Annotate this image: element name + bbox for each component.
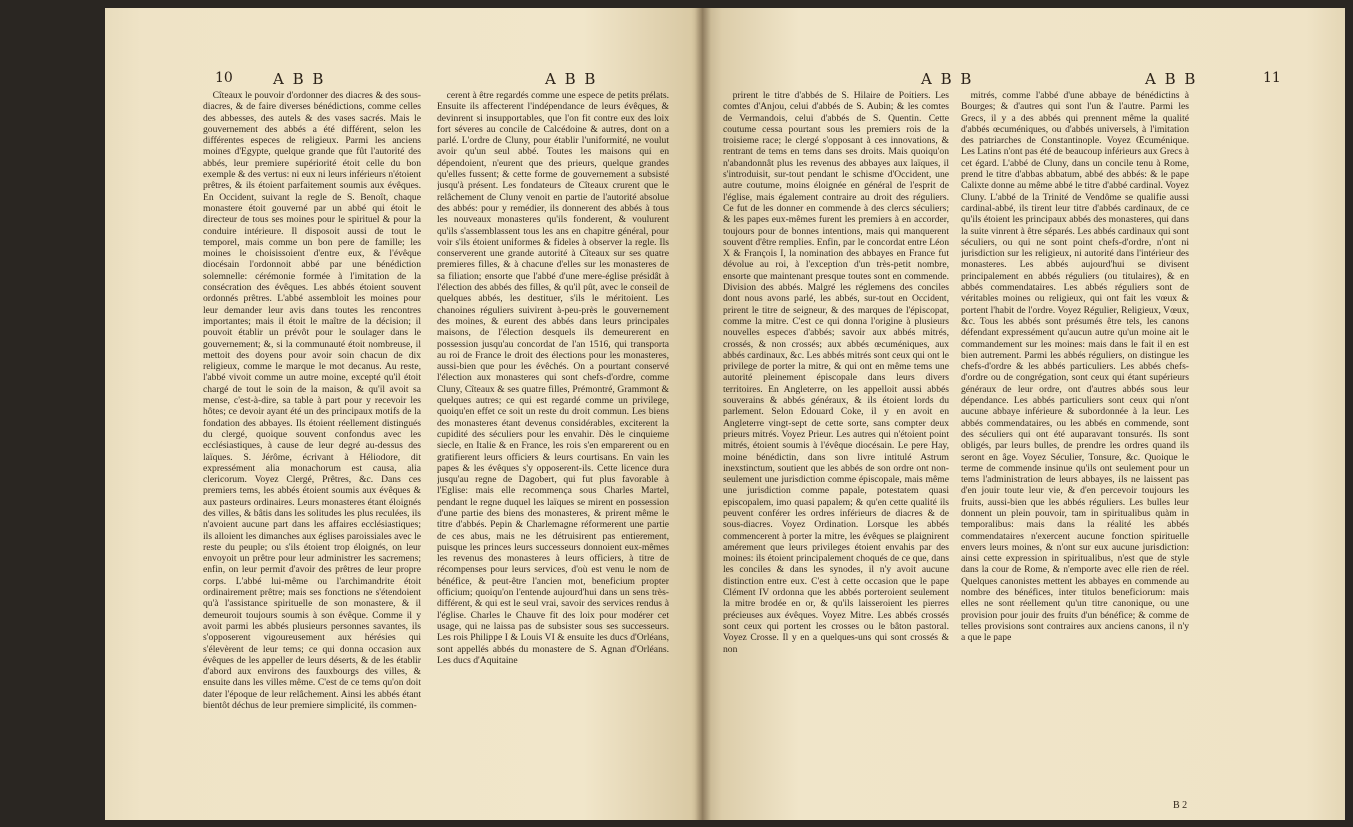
open-book — [105, 8, 1345, 820]
text-column-2 — [437, 90, 669, 790]
column-text: cerent à être regardés comme une espece de petits prélats. Ensuite ils affecterent l'indépendance de leurs évêques, & devinrent si insupportables, que l'on fit contre eux des loix fort séveres au concile de Calcédoine & autres, dont on a parlé. L'ordre de Cluny, pour établir l'uniformité, ne voulut avoir qu'un seul abbé. Toutes les maisons qui en dépendoient, n'eurent que des prieurs, quelque grandes qu'elles fussent; & cette forme de gouvernement a subsisté jusqu'à présent. Les fondateurs de Cîteaux crurent que le relâchement de Cluny venoit en partie de l'autorité absolue des abbés: pour y remédier, ils donnerent des abbés à tous les nouveaux monasteres qu'ils fonderent, & voulurent qu'ils s'assemblassent tous les ans en chapitre général, pour voir s'ils étoient uniformes & fideles à observer la regle. Ils conserverent une grande autorité à Cîteaux sur ses quatre premieres filles, & à chacune d'elles sur les monasteres de sa filiation; ensorte que l'abbé d'une mere-église présidât à l'élection des abbés des filles, & qu'il pût, avec le conseil de quelques abbés, les destituer, s'ils le méritoient. Les chanoines réguliers suivirent à-peu-près le gouvernement des moines, & eurent des abbés dans leurs principales maisons, de l'élection desquels ils demeurerent en possession jusqu'au concordat de l'an 1516, qui transporta au roi de France le droit des élections pour les monasteres, aussi-bien que pour les évêchés. On a pourtant conservé l'élection aux monasteres qui sont chefs-d'ordre, comme Cluny, Cîteaux & ses quatre filles, Prémontré, Grammont & quelques autres; ce qui est regardé comme un privilege, quoiqu'en effet ce soit un reste du droit commun. Les biens des monasteres étant devenus considérables, exciterent la cupidité des séculiers pour les envahir. Dès le cinquieme siecle, en Italie & en France, les rois s'en emparerent ou en gratifierent leurs officiers & leurs courtisans. En vain les papes & les évêques s'y opposerent-ils. Cette licence dura jusqu'au regne de Dagobert, qui fut plus favorable à l'Eglise: mais elle recommença sous Charles Martel, pendant le regne duquel les laïques se mirent en possession d'une partie des biens des monasteres, & prirent même le titre d'abbés. Pepin & Charlemagne réformerent une partie de ces abus, mais ne les détruisirent pas entierement, puisque les princes leurs successeurs donnoient eux-mêmes les revenus des monasteres à leurs officiers, à titre de récompenses pour leurs services, d'où est venu le nom de bénéfice, & peut-être l'ancien mot, beneficium propter officium; quoiqu'on l'entende aujourd'hui dans un sens très-différent, & qui est le seul vrai, savoir des services rendus à l'église. Charles le Chauve fit des loix pour modérer cet usage, qui ne laissa pas de subsister sous ses successeurs. Les rois Philippe I & Louis VI & ensuite les ducs d'Orléans, sont appellés abbés du monastere de S. Agnan d'Orléans. Les ducs d'Aquitaine — [437, 90, 669, 666]
book-gutter — [695, 8, 711, 820]
right-page — [703, 8, 1345, 820]
left-page — [105, 8, 703, 820]
column-text: prirent le titre d'abbés de S. Hilaire de Poitiers. Les comtes d'Anjou, celui d'abbés de S. Aubin; & les comtes de Vermandois, celui d'abbés de S. Quentin. Cette coutume cessa pourtant sous les premiers rois de la troisieme race; le clergé s'opposant à ces innovations, & rentrant de tems en tems dans ses droits. Mais quoiqu'on n'abandonnât plus les revenus des abbayes aux laïques, il s'introduisit, sur-tout pendant le schisme d'Occident, une autre coutume, moins éloignée en général de l'esprit de l'église, mais également contraire au droit des réguliers. Ce fut de les donner en commende à des clercs séculiers; & les papes eux-mêmes furent les premiers à en accorder, toujours pour de bonnes intentions, mais qui manquerent souvent d'être remplies. Enfin, par le concordat entre Léon X & François I, la nomination des abbayes en France fut dévolue au roi, à l'exception d'un très-petit nombre, ensorte que maintenant presque toutes sont en commende. Division des abbés. Malgré les réglemens des conciles dont nous avons parlé, les abbés, sur-tout en Occident, prirent le titre de seigneur, & des marques de l'épiscopat, comme la mitre. C'est ce qui donna l'origine à plusieurs nouvelles especes d'abbés; savoir aux abbés mitrés, crossés, & non crossés; aux abbés œcuméniques, aux abbés cardinaux, &c. Les abbés mitrés sont ceux qui ont le privilege de porter la mitre, & qui ont en même tems une autorité pleinement épiscopale dans leurs divers territoires. En Angleterre, on les appelloit aussi abbés souverains & abbés généraux, & ils étoient lords du parlement. Selon Edouard Coke, il y en avoit en Angleterre vingt-sept de cette sorte, sans compter deux prieurs mitrés. Voyez Prieur. Les autres qui n'étoient point mitrés, étoient soumis à l'évêque diocésain. Le pere Hay, moine bénédictin, dans son livre intitulé Astrum inexstinctum, soutient que les abbés de son ordre ont non-seulement une jurisdiction comme épiscopale, mais même une jurisdiction comme papale, potestatem quasi episcopalem, imo quasi papalem; & qu'en cette qualité ils peuvent conférer les ordres inférieurs de diacres & de sous-diacres. Voyez Ordination. Lorsque les abbés commencerent à porter la mitre, les évêques se plaignirent amérement que leurs privileges étoient envahis par des moines: ils étoient principalement choqués de ce que, dans les conciles & dans les synodes, il n'y avoit aucune distinction entre eux. C'est à cette occasion que le pape Clément IV ordonna que les abbés porteroient seulement la mitre brodée en or, & qu'ils laisseroient les pierres précieuses aux évêques. Voyez Mitre. Les abbés crossés sont ceux qui portent les crosses ou le bâton pastoral. Voyez Crosse. Il y en a quelques-uns qui sont crossés & non — [723, 90, 949, 655]
running-header-right: A B B — [1145, 70, 1198, 88]
page-number-right: 11 — [1263, 70, 1281, 86]
text-column-3 — [723, 90, 949, 790]
column-text: Cîteaux le pouvoir d'ordonner des diacres & des sous-diacres, & de faire diverses bénédictions, comme celles des abbesses, des autels & des vases sacrés. Mais le gouvernement des abbés a été différent, selon les différentes especes de religieux. Parmi les anciens moines d'Egypte, quelque grande que fût l'autorité des abbés, leur premiere supériorité étoit celle du bon exemple & des vertus: ni eux ni leurs inférieurs n'étoient prêtres, & ils étoient parfaitement soumis aux évêques. En Occident, suivant la regle de S. Benoît, chaque monastere étoit gouverné par un abbé qui étoit le directeur de tous ses moines pour le spirituel & pour la conduire intérieure. Il disposoit aussi de tout le temporel, mais comme un bon pere de famille; les moines le choisissoient d'entre eux, & l'évêque diocésain l'ordonnoit abbé par une bénédiction solemnelle: cérémonie formée à l'imitation de la consécration des évêques. Les abbés étoient souvent ordonnés prêtres. L'abbé assembloit les moines pour leur demander leur avis dans toutes les rencontres importantes; mais il étoit le maître de la décision; il pouvoit établir un prévôt pour le soulager dans le gouvernement; &, si la communauté étoit nombreuse, il mettoit des doyens pour avoir soin chacun de dix religieux, comme le marque le mot decanus. Au reste, l'abbé vivoit comme un autre moine, excepté qu'il étoit chargé de tout le soin de la maison, & qu'il avoit sa mense, c'est-à-dire, sa table à part pour y recevoir les hôtes; ce devoir ayant été un des principaux motifs de la fondation des abbayes. Ils étoient réellement distingués du clergé, quoique souvent confondus avec les ecclésiastiques, à cause de leur degré au-dessus des laïques. S. Jérôme, écrivant à Héliodore, dit expressément alia monachorum est causa, alia clericorum. Voyez Clergé, Prêtres, &c. Dans ces premiers tems, les abbés étoient soumis aux évêques & aux pasteurs ordinaires. Leurs monasteres étant éloignés des villes, & bâtis dans les solitudes les plus reculées, ils n'avoient aucune part dans les affaires ecclésiastiques; ils alloient les dimanches aux églises paroissiales avec le reste du peuple; ou s'ils étoient trop éloignés, on leur envoyoit un prêtre pour leur administrer les sacremens; enfin, on leur permit d'avoir des prêtres de leur propre corps. L'abbé lui-même ou l'archimandrite étoit ordinairement prêtre; mais ses fonctions ne s'étendoient qu'à l'assistance spirituelle de son monastere, & il demeuroit toujours soumis à son évêque. Comme il y avoit parmi les abbés plusieurs personnes savantes, ils s'opposerent vigoureusement aux hérésies qui s'élevèrent de leur tems; ce qui donna occasion aux évêques de les appeller de leurs déserts, & de les établir d'abord aux environs des fauxbourgs des villes, & ensuite dans les villes même. C'est de ce tems qu'on doit dater l'époque de leur relâchement. Ainsi les abbés étant bientôt déchus de leur premiere simplicité, ils commen- — [203, 90, 421, 712]
column-text: mitrés, comme l'abbé d'une abbaye de bénédictins à Bourges; & d'autres qui sont l'un & l'autre. Parmi les Grecs, il y a des abbés qui prennent même la qualité d'abbés œcuméniques, ou d'abbés universels, à l'imitation des patriarches de Constantinople. Voyez Œcuménique. Les Latins n'ont pas été de beaucoup inférieurs aux Grecs à cet égard. L'abbé de Cluny, dans un concile tenu à Rome, prend le titre d'abbas abbatum, abbé des abbés: & le pape Calixte donne au même abbé le titre d'abbé cardinal. Voyez Cluny. L'abbé de la Trinité de Vendôme se qualifie aussi cardinal-abbé, ils tirent leur titre d'abbés cardinaux, de ce qu'ils étoient les principaux abbés des monasteres, qui dans la suite vinrent à être séparés. Les abbés cardinaux qui sont séculiers, ou qui ne sont point chefs-d'ordre, n'ont ni jurisdiction sur les religieux, ni autorité dans l'intérieur des monasteres. Les abbés aujourd'hui se divisent principalement en abbés réguliers (ou titulaires), & en abbés commendataires. Les abbés réguliers sont de véritables moines ou religieux, qui ont fait les vœux & portent l'habit de l'ordre. Voyez Régulier, Religieux, Vœux, &c. Tous les abbés sont présumés être tels, les canons défendant expressément qu'aucun autre qu'un moine ait le commandement sur les moines: mais dans le fait il en est bien autrement. Parmi les abbés réguliers, on distingue les chefs-d'ordre & les abbés particuliers. Les abbés chefs-d'ordre ou de congrégation, sont ceux qui étant supérieurs généraux de leur ordre, ont d'autres abbés sous leur dépendance. Les abbés particuliers sont ceux qui n'ont aucune abbaye inférieure & subordonnée à la leur. Les abbés commendataires, ou les abbés en commende, sont des séculiers qui ont été auparavant tonsurés. Ils sont obligés, par leurs bulles, de prendre les ordres quand ils seront en âge. Voyez Séculier, Tonsure, &c. Quoique le terme de commende insinue qu'ils ont seulement pour un tems l'administration de leurs abbayes, ils ne laissent pas d'en jouir toute leur vie, & d'en percevoir toujours les fruits, aussi-bien que les abbés réguliers. Les bulles leur donnent un plein pouvoir, tam in spiritualibus quàm in temporalibus: mais dans la réalité les abbés commendataires n'exercent aucune fonction spirituelle envers leurs moines, & n'ont sur eux aucune jurisdiction: ainsi cette expression in spiritualibus, n'est que de style dans la cour de Rome, & n'emporte avec elle rien de réel. Quelques canonistes mettent les abbayes en commende au nombre des bénéfices, inter titulos beneficiorum: mais elles ne sont réellement qu'un titre canonique, ou une provision pour jouir des fruits d'un bénéfice; & comme de telles provisions sont contraires aux anciens canons, il n'y a que le pape — [961, 90, 1189, 644]
page-number-left: 10 — [215, 70, 233, 86]
text-column-1 — [203, 90, 421, 790]
text-column-4 — [961, 90, 1189, 790]
running-header-left: A B B — [273, 70, 326, 88]
running-header-left-center: A B B — [545, 70, 598, 88]
signature-mark: B 2 — [1173, 800, 1188, 811]
running-header-right-center: A B B — [921, 70, 974, 88]
